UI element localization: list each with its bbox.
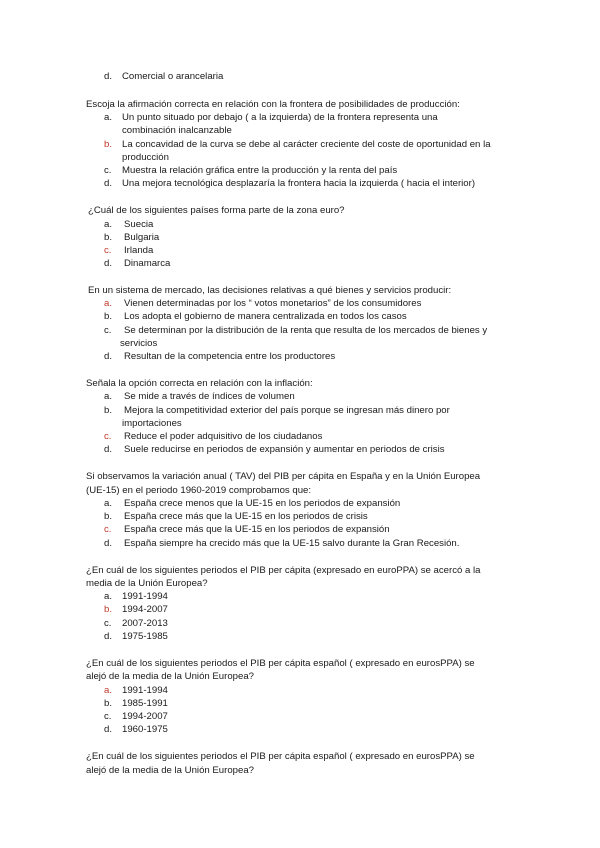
option-letter: d. [104,178,113,189]
option-letter-marked: b. [104,139,113,150]
option-text-cont: servicios [120,338,158,349]
option-letter: a. [104,219,113,230]
option-letter: b. [104,405,113,416]
option-letter: d. [104,444,113,455]
option-letter: d. [104,724,113,735]
question-stem-cont: alejó de la media de la Unión Europea? [86,765,255,776]
option-letter: c. [104,165,112,176]
option-text: Vienen determinadas por los “ votos monetarios” de los consumidores [124,298,422,309]
option-text: Suecia [124,219,154,230]
option-letter-marked: b. [104,604,113,615]
option-text: España crece menos que la UE-15 en los periodos de expansión [124,498,401,509]
option-letter: a. [104,391,113,402]
option-letter: c. [104,618,112,629]
question-stem-cont: alejó de la media de la Unión Europea? [86,671,255,682]
question-stem-cont: media de la Unión Europea? [86,578,208,589]
question-stem: ¿En cuál de los siguientes periodos el PIB per cápita español ( expresado en eurosPPA) se [86,751,475,762]
option-letter: a. [104,591,113,602]
question-stem: En un sistema de mercado, las decisiones relativas a qué bienes y servicios producir: [88,285,452,296]
option-text: Comercial o arancelaria [122,71,224,82]
option-text: 1960-1975 [122,724,168,735]
option-letter-marked: c. [104,245,112,256]
question-stem: ¿Cuál de los siguientes países forma parte de la zona euro? [88,205,345,216]
option-letter: a. [104,498,113,509]
option-text: Los adopta el gobierno de manera centralizada en todos los casos [124,311,407,322]
option-text: Muestra la relación gráfica entre la producción y la renta del país [122,165,398,176]
option-letter-marked: c. [104,524,112,535]
option-text: 1994-2007 [122,604,168,615]
option-letter: b. [104,311,113,322]
option-text: Un punto situado por debajo ( a la izquierda) de la frontera representa una [122,112,438,123]
option-letter: b. [104,698,113,709]
option-text: Irlanda [124,245,154,256]
option-text: 1975-1985 [122,631,168,642]
question-stem: Escoja la afirmación correcta en relación con la frontera de posibilidades de producción: [86,99,460,110]
option-text: Se determinan por la distribución de la renta que resulta de los mercados de bienes y [124,325,488,336]
option-text: Reduce el poder adquisitivo de los ciudadanos [124,431,323,442]
option-letter-marked: c. [104,431,112,442]
option-letter-marked: a. [104,685,113,696]
option-text: España crece más que la UE-15 en los periodos de crisis [124,511,368,522]
option-letter-marked: a. [104,298,113,309]
option-text: 1985-1991 [122,698,168,709]
question-stem: ¿En cuál de los siguientes periodos el PIB per cápita (expresado en euroPPA) se acercó a la [86,565,481,576]
option-text: Bulgaria [124,232,160,243]
option-text: España crece más que la UE-15 en los periodos de expansión [124,524,390,535]
question-stem: Si observamos la variación anual ( TAV) del PIB per cápita en España y en la Unión Europea [86,471,481,482]
option-text: Se mide a través de índices de volumen [124,391,295,402]
option-text-cont: importaciones [122,418,182,429]
option-text: 1994-2007 [122,711,168,722]
option-letter: b. [104,232,113,243]
option-text: España siempre ha crecido más que la UE-15 salvo durante la Gran Recesión. [124,538,460,549]
option-text: La concavidad de la curva se debe al carácter creciente del coste de oportunidad en la [122,139,491,150]
option-text-cont: producción [122,152,169,163]
option-letter: c. [104,711,112,722]
option-text: 1991-1994 [122,685,168,696]
option-letter: a. [104,112,113,123]
question-stem: Señala la opción correcta en relación con la inflación: [86,378,313,389]
option-letter: d. [104,538,113,549]
question-stem: ¿En cuál de los siguientes periodos el PIB per cápita español ( expresado en eurosPPA) se [86,658,475,669]
option-letter: b. [104,511,113,522]
option-letter: d. [104,351,113,362]
option-letter: d. [104,631,113,642]
option-letter: d. [104,258,113,269]
option-text: Suele reducirse en periodos de expansión y aumentar en periodos de crisis [124,444,445,455]
option-text-cont: combinación inalcanzable [122,125,232,136]
option-letter: d. [104,71,113,82]
option-text: Mejora la competitividad exterior del país porque se ingresan más dinero por [124,405,450,416]
option-text: 1991-1994 [122,591,168,602]
option-text: 2007-2013 [122,618,168,629]
option-text: Dinamarca [124,258,171,269]
option-text: Resultan de la competencia entre los productores [124,351,336,362]
option-letter: c. [104,325,112,336]
question-stem-cont: (UE-15) en el periodo 1960-2019 comprobamos que: [86,485,312,496]
option-text: Una mejora tecnológica desplazaría la frontera hacia la izquierda ( hacia el interior) [122,178,476,189]
